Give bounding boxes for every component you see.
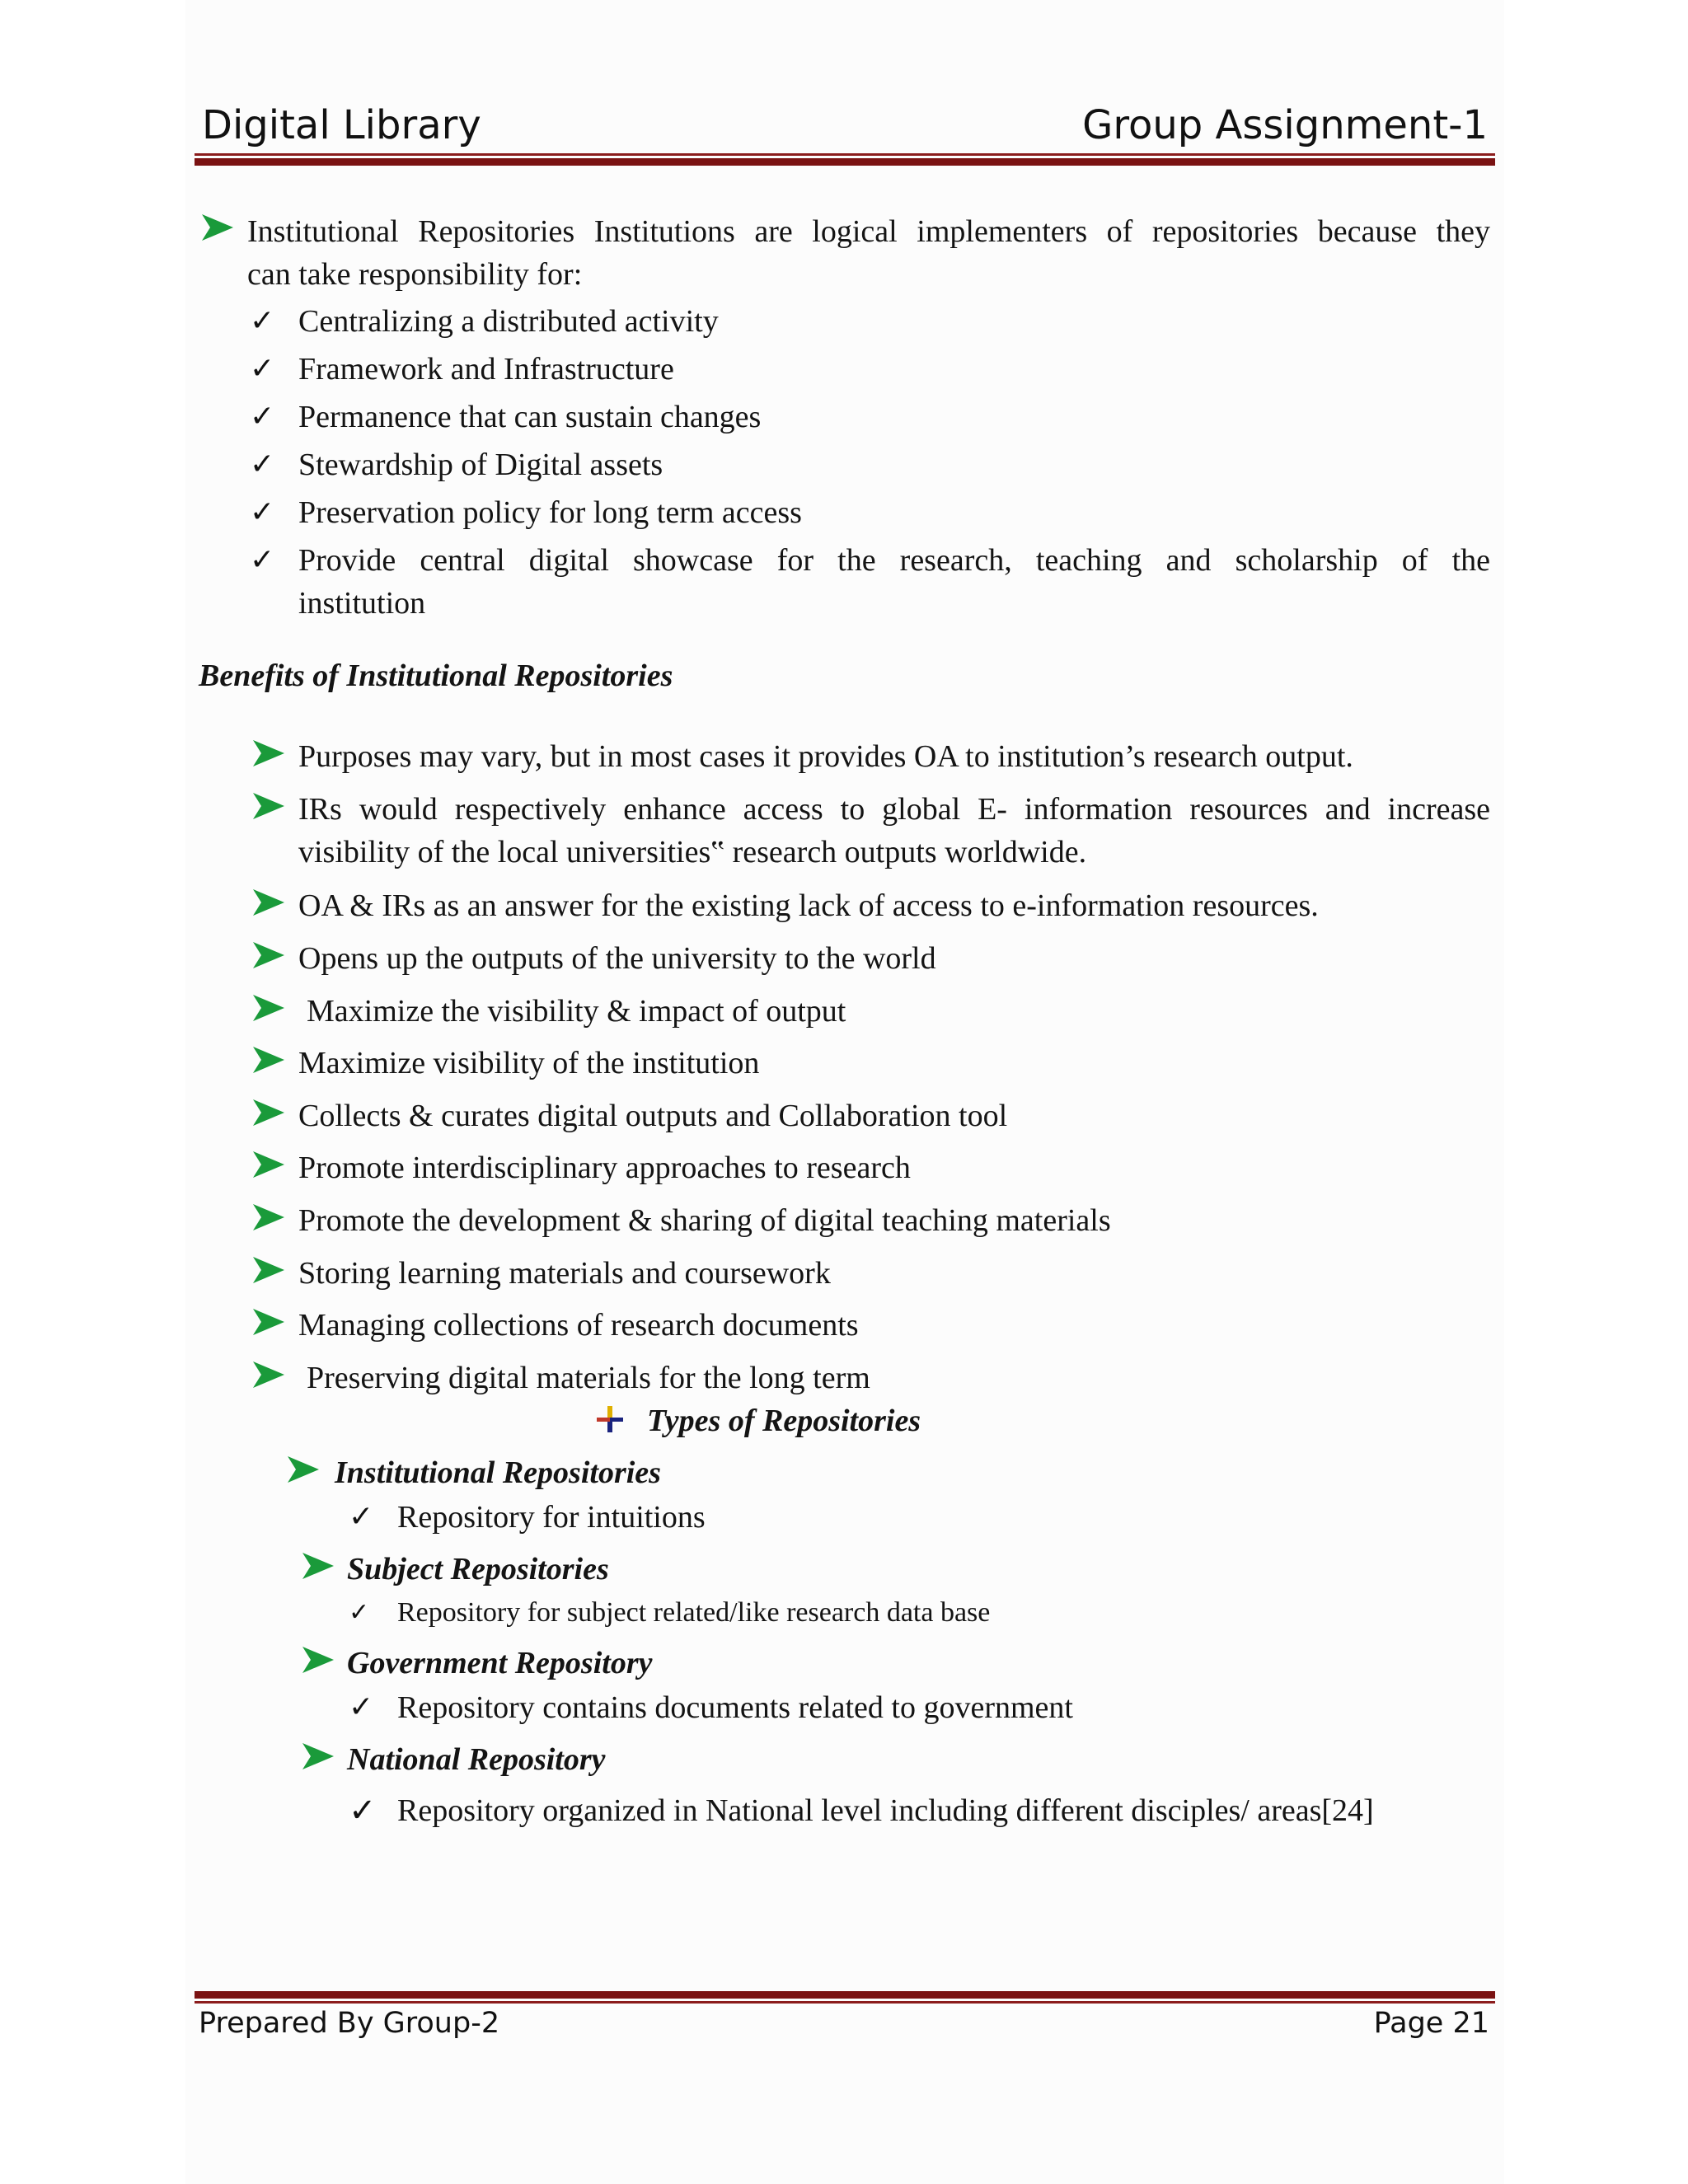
benefit-item-continued: visibility of the local universities‟ research outputs worldwide. bbox=[298, 835, 1087, 869]
benefit-item: Maximize visibility of the institution bbox=[298, 1046, 760, 1080]
footer-prepared-by: Prepared By Group-2 bbox=[199, 2007, 500, 2040]
type-item: Repository organized in National level including different disciples/ areas[24] bbox=[397, 1793, 1374, 1828]
type-title: Institutional Repositories bbox=[335, 1455, 661, 1490]
arrow-bullet-icon bbox=[251, 1096, 286, 1129]
header-rule-thin bbox=[195, 153, 1495, 156]
arrow-bullet-icon bbox=[251, 737, 286, 770]
checkmark-icon: ✓ bbox=[349, 1500, 374, 1534]
checkmark-icon: ✓ bbox=[250, 495, 275, 529]
footer-rule-thick bbox=[195, 1991, 1495, 1999]
arrow-bullet-icon bbox=[251, 886, 286, 919]
arrow-bullet-icon bbox=[251, 939, 286, 972]
arrow-bullet-icon bbox=[251, 790, 286, 823]
arrow-bullet-icon bbox=[251, 1254, 286, 1286]
arrow-bullet-icon bbox=[251, 1148, 286, 1181]
arrow-bullet-icon bbox=[301, 1643, 335, 1676]
header-rule-thick bbox=[195, 158, 1495, 166]
arrow-bullet-icon bbox=[251, 1305, 286, 1338]
type-title: Government Repository bbox=[347, 1646, 653, 1680]
checkmark-icon: ✓ bbox=[349, 1598, 370, 1627]
benefit-item: Promote interdisciplinary approaches to research bbox=[298, 1151, 911, 1185]
footer-rule-thin bbox=[195, 2001, 1495, 2004]
checkmark-icon: ✓ bbox=[250, 448, 275, 481]
types-heading: Types of Repositories bbox=[647, 1404, 921, 1438]
benefit-item: OA & IRs as an answer for the existing lack of access to e-information resources. bbox=[298, 888, 1319, 923]
checkmark-icon: ✓ bbox=[349, 1690, 374, 1724]
header-title-right: Group Assignment-1 bbox=[1082, 102, 1488, 148]
arrow-bullet-icon bbox=[251, 991, 286, 1024]
benefit-item: Purposes may vary, but in most cases it provides OA to institution’s research output. bbox=[298, 739, 1353, 774]
footer-page-number: Page 21 bbox=[1373, 2007, 1489, 2040]
checkmark-icon: ✓ bbox=[349, 1792, 377, 1830]
check-item: Stewardship of Digital assets bbox=[298, 448, 663, 482]
type-title: National Repository bbox=[347, 1742, 606, 1777]
check-item: Provide central digital showcase for the research, teaching and scholarship of the bbox=[298, 543, 1490, 578]
benefit-item: Collects & curates digital outputs and Collaboration tool bbox=[298, 1099, 1008, 1133]
type-item: Repository for subject related/like research data base bbox=[397, 1597, 991, 1628]
type-title: Subject Repositories bbox=[347, 1552, 609, 1586]
check-item: Framework and Infrastructure bbox=[298, 352, 674, 387]
benefit-item: Promote the development & sharing of digital teaching materials bbox=[298, 1203, 1111, 1238]
check-item: Centralizing a distributed activity bbox=[298, 304, 719, 339]
check-item-continued: institution bbox=[298, 586, 426, 621]
arrow-bullet-icon bbox=[200, 211, 235, 244]
checkmark-icon: ✓ bbox=[250, 400, 275, 434]
arrow-bullet-icon bbox=[286, 1453, 321, 1486]
arrow-bullet-icon bbox=[301, 1740, 335, 1773]
benefit-item: IRs would respectively enhance access to global E- information resources and increase bbox=[298, 792, 1490, 827]
header-title-left: Digital Library bbox=[202, 102, 481, 148]
arrow-bullet-icon bbox=[251, 1201, 286, 1234]
arrow-bullet-icon bbox=[251, 1358, 286, 1391]
checkmark-icon: ✓ bbox=[250, 352, 275, 386]
benefits-heading: Benefits of Institutional Repositories bbox=[199, 658, 673, 693]
type-item: Repository for intuitions bbox=[397, 1500, 706, 1535]
arrow-bullet-icon bbox=[251, 1043, 286, 1076]
benefit-item: Storing learning materials and coursework bbox=[298, 1256, 831, 1291]
intro-line-1: Institutional Repositories Institutions are logical implementers of repositories because they bbox=[247, 214, 1490, 249]
check-item: Permanence that can sustain changes bbox=[298, 400, 762, 434]
benefit-item: Managing collections of research documents bbox=[298, 1308, 859, 1343]
checkmark-icon: ✓ bbox=[250, 304, 275, 338]
arrow-bullet-icon bbox=[301, 1549, 335, 1582]
intro-line-2: can take responsibility for: bbox=[247, 257, 583, 292]
benefit-item: Maximize the visibility & impact of output bbox=[307, 994, 846, 1029]
benefit-item: Opens up the outputs of the university to the world bbox=[298, 941, 936, 976]
plus-bullet-icon bbox=[595, 1404, 625, 1434]
checkmark-icon: ✓ bbox=[250, 543, 275, 577]
check-item: Preservation policy for long term access bbox=[298, 495, 802, 530]
type-item: Repository contains documents related to government bbox=[397, 1690, 1073, 1725]
benefit-item: Preserving digital materials for the long term bbox=[307, 1361, 870, 1395]
